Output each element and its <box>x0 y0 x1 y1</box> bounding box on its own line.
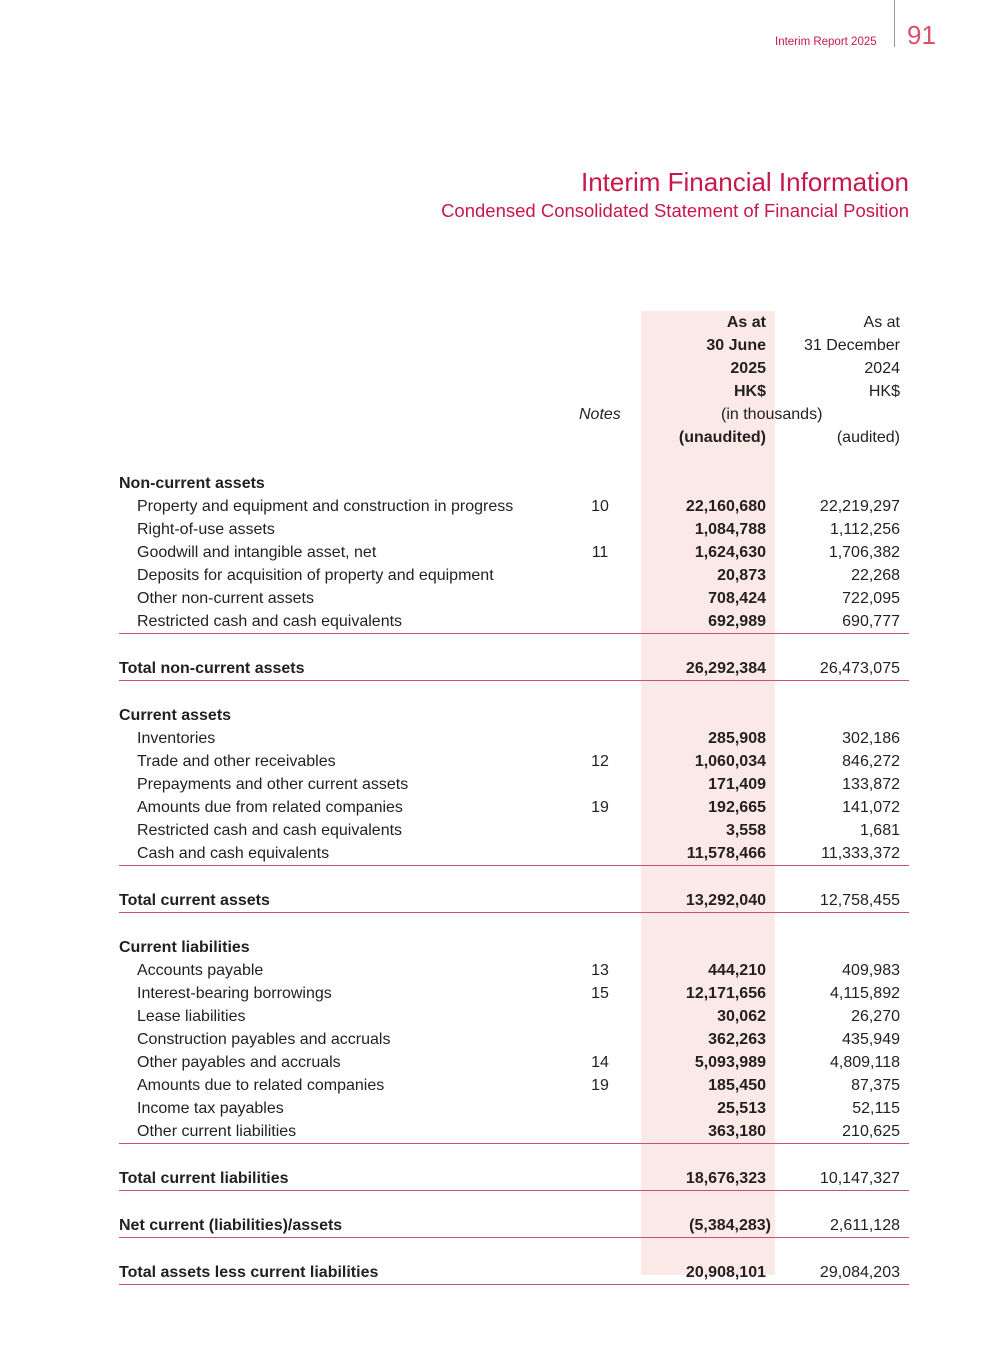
line-item-row <box>119 750 909 773</box>
current-value: 1,084,788 <box>694 521 766 538</box>
spacer <box>119 1238 909 1261</box>
line-item-row <box>119 1051 909 1074</box>
spacer <box>119 449 909 472</box>
line-item-row <box>119 587 909 610</box>
current-value: 11,578,466 <box>686 845 766 862</box>
page-title: Interim Financial Information <box>580 167 909 197</box>
non-current-assets-items <box>119 495 909 633</box>
previous-value: 2,611,128 <box>830 1217 900 1234</box>
divider-rule <box>119 1284 909 1285</box>
section-heading-label: Current assets <box>119 707 232 724</box>
current-value: 30,062 <box>717 1008 766 1025</box>
total-label: Total current assets <box>119 892 270 909</box>
total-row <box>119 657 909 680</box>
line-item-label: Goodwill and intangible asset, net <box>137 544 377 561</box>
spacer <box>119 866 909 889</box>
current-value: 26,292,384 <box>685 660 766 677</box>
spacer <box>119 681 909 704</box>
current-status-label: (unaudited) <box>678 429 766 446</box>
previous-value: 52,115 <box>852 1100 900 1117</box>
divider-rule <box>119 1143 909 1144</box>
spacer <box>119 634 909 657</box>
previous-col-header: HK$ <box>868 383 900 400</box>
note-reference: 10 <box>591 498 609 515</box>
line-item-row <box>119 727 909 750</box>
line-item-label: Right-of-use assets <box>137 521 275 538</box>
current-value: 185,450 <box>708 1077 766 1094</box>
current-value: 192,665 <box>708 799 766 816</box>
line-item-row <box>119 1074 909 1097</box>
line-item-label: Amounts due to related companies <box>137 1077 385 1094</box>
total-row <box>119 1167 909 1190</box>
total-row <box>119 889 909 912</box>
previous-value: 409,983 <box>842 962 900 979</box>
line-item-row <box>119 1028 909 1051</box>
note-reference: 19 <box>591 799 609 816</box>
page-subtitle: Condensed Consolidated Statement of Financial Position <box>441 200 909 221</box>
previous-col-header: 2024 <box>864 360 900 377</box>
line-item-label: Trade and other receivables <box>137 753 336 770</box>
net-current-label: Net current (liabilities)/assets <box>119 1217 343 1234</box>
header-row <box>119 380 909 403</box>
previous-value: 1,706,382 <box>828 544 900 561</box>
previous-value: 1,112,256 <box>830 521 900 538</box>
line-item-label: Restricted cash and cash equivalents <box>137 822 403 839</box>
current-value: 13,292,040 <box>685 892 766 909</box>
line-item-label: Other payables and accruals <box>137 1054 341 1071</box>
previous-value: 87,375 <box>851 1077 900 1094</box>
previous-value: 141,072 <box>842 799 900 816</box>
current-value: 22,160,680 <box>685 498 766 515</box>
previous-value: 26,270 <box>851 1008 900 1025</box>
section-heading <box>119 472 909 495</box>
note-reference: 11 <box>591 544 609 561</box>
current-value: 363,180 <box>708 1123 766 1140</box>
previous-value: 12,758,455 <box>819 892 900 909</box>
total-label: Total non-current assets <box>119 660 305 677</box>
net-current-row <box>119 1214 909 1237</box>
spacer <box>119 913 909 936</box>
current-assets-items <box>119 727 909 865</box>
line-item-row <box>119 842 909 865</box>
current-value: 708,424 <box>708 590 766 607</box>
title-block <box>441 166 909 224</box>
previous-value: 22,268 <box>851 567 900 584</box>
previous-value: 11,333,372 <box>821 845 900 862</box>
divider-rule <box>119 912 909 913</box>
section-heading-label: Current liabilities <box>119 939 250 956</box>
line-item-label: Restricted cash and cash equivalents <box>137 613 403 630</box>
previous-value: 4,809,118 <box>830 1054 900 1071</box>
note-reference: 12 <box>591 753 609 770</box>
page-header <box>0 0 1006 60</box>
previous-col-header: 31 December <box>803 337 900 354</box>
current-value: 171,409 <box>708 776 766 793</box>
current-value: 18,676,323 <box>685 1170 766 1187</box>
current-value: 1,060,034 <box>694 753 766 770</box>
divider-rule <box>119 1190 909 1191</box>
current-value: 3,558 <box>725 822 766 839</box>
line-item-row <box>119 819 909 842</box>
divider-rule <box>119 865 909 866</box>
header-row <box>119 334 909 357</box>
line-item-row <box>119 1097 909 1120</box>
note-reference: 19 <box>591 1077 609 1094</box>
current-col-header: 30 June <box>706 337 766 354</box>
page-number: 91 <box>907 20 936 50</box>
header-row <box>119 311 909 334</box>
spacer <box>119 1191 909 1214</box>
notes-column-header: Notes <box>579 406 621 423</box>
current-value: 12,171,656 <box>685 985 766 1002</box>
previous-value: 4,115,892 <box>830 985 900 1002</box>
line-item-label: Prepayments and other current assets <box>137 776 409 793</box>
previous-value: 26,473,075 <box>819 660 900 677</box>
current-col-header: 2025 <box>730 360 766 377</box>
line-item-label: Cash and cash equivalents <box>137 845 330 862</box>
line-item-row <box>119 564 909 587</box>
header-row <box>119 403 909 426</box>
line-item-label: Construction payables and accruals <box>137 1031 391 1048</box>
current-col-header: HK$ <box>733 383 766 400</box>
previous-value: 22,219,297 <box>819 498 900 515</box>
total-label: Total current liabilities <box>119 1170 289 1187</box>
divider-rule <box>119 633 909 634</box>
financial-position-table <box>119 311 909 1285</box>
current-col-header: As at <box>726 314 766 331</box>
previous-col-header: As at <box>863 314 900 331</box>
note-reference: 14 <box>591 1054 609 1071</box>
header-divider <box>894 0 895 47</box>
line-item-label: Inventories <box>137 730 216 747</box>
previous-value: 1,681 <box>859 822 900 839</box>
note-reference: 13 <box>591 962 609 979</box>
note-reference: 15 <box>591 985 609 1002</box>
current-value: 25,513 <box>717 1100 766 1117</box>
line-item-label: Lease liabilities <box>137 1008 246 1025</box>
line-item-row <box>119 518 909 541</box>
header-row <box>119 357 909 380</box>
previous-value: 846,272 <box>842 753 900 770</box>
current-value: 362,263 <box>708 1031 766 1048</box>
current-value: 20,908,101 <box>685 1264 766 1281</box>
previous-value: 10,147,327 <box>819 1170 900 1187</box>
line-item-label: Other current liabilities <box>137 1123 297 1140</box>
line-item-row <box>119 541 909 564</box>
previous-value: 690,777 <box>842 613 900 630</box>
section-heading <box>119 704 909 727</box>
current-value: (5,384,283) <box>689 1217 771 1234</box>
line-item-row <box>119 982 909 1005</box>
line-item-label: Amounts due from related companies <box>137 799 403 816</box>
current-value: 20,873 <box>717 567 766 584</box>
previous-status-label: (audited) <box>836 429 900 446</box>
section-heading <box>119 936 909 959</box>
line-item-label: Interest-bearing borrowings <box>137 985 332 1002</box>
current-value: 692,989 <box>708 613 766 630</box>
spacer <box>119 1144 909 1167</box>
previous-value: 210,625 <box>842 1123 900 1140</box>
total-assets-less-label: Total assets less current liabilities <box>119 1264 379 1281</box>
report-name: Interim Report 2025 <box>775 36 877 48</box>
line-item-row <box>119 796 909 819</box>
line-item-row <box>119 773 909 796</box>
line-item-row <box>119 495 909 518</box>
line-item-label: Deposits for acquisition of property and equipment <box>137 567 494 584</box>
line-item-row <box>119 1120 909 1143</box>
line-item-row <box>119 610 909 633</box>
line-item-row <box>119 1005 909 1028</box>
previous-value: 435,949 <box>842 1031 900 1048</box>
line-item-label: Income tax payables <box>137 1100 284 1117</box>
section-heading-label: Non-current assets <box>119 475 265 492</box>
previous-value: 722,095 <box>842 590 900 607</box>
current-liabilities-items <box>119 959 909 1143</box>
line-item-row <box>119 959 909 982</box>
units-label: (in thousands) <box>721 406 823 423</box>
line-item-label: Property and equipment and construction in progress <box>137 498 514 515</box>
current-value: 1,624,630 <box>694 544 766 561</box>
previous-value: 302,186 <box>842 730 900 747</box>
previous-value: 133,872 <box>842 776 900 793</box>
current-value: 285,908 <box>708 730 766 747</box>
line-item-label: Other non-current assets <box>137 590 314 607</box>
current-value: 5,093,989 <box>694 1054 766 1071</box>
previous-value: 29,084,203 <box>819 1264 900 1281</box>
header-row <box>119 426 909 449</box>
current-value: 444,210 <box>708 962 766 979</box>
total-assets-less-row <box>119 1261 909 1284</box>
divider-rule <box>119 1237 909 1238</box>
divider-rule <box>119 680 909 681</box>
line-item-label: Accounts payable <box>137 962 264 979</box>
